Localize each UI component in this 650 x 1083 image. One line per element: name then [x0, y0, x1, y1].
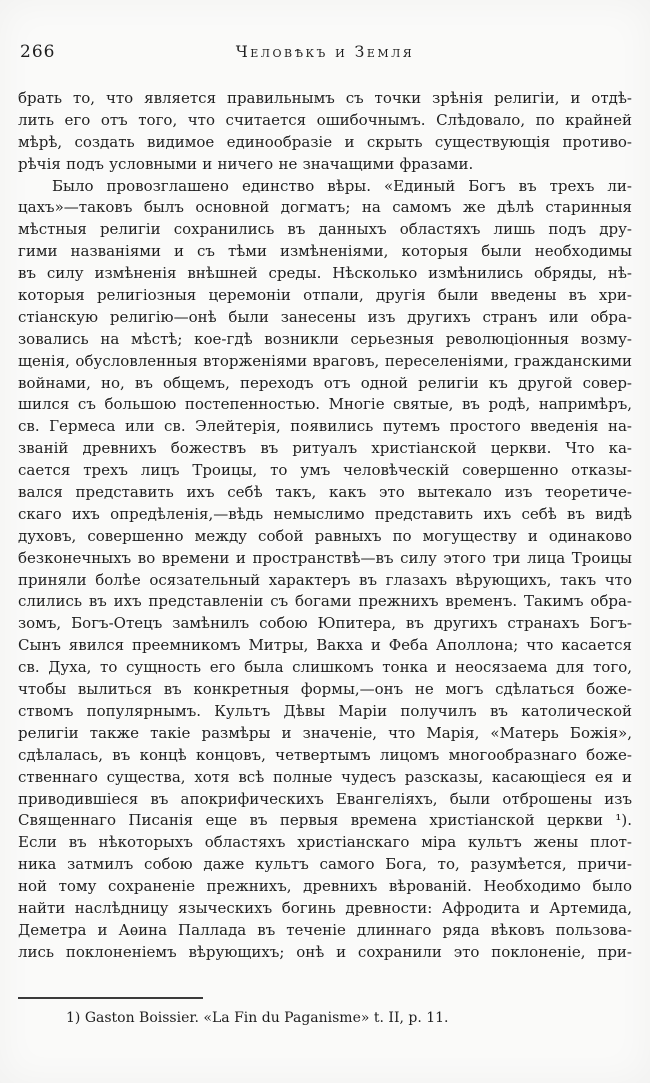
text-line: которыя религіозныя церемоніи отпали, другія были введены въ хри-	[18, 286, 632, 305]
text-line: званій древнихъ божествъ въ ритуалъ христіанской церкви. Что ка-	[18, 439, 632, 458]
text-line: войнами, но, въ общемъ, переходъ отъ одной религіи къ другой совер-	[18, 373, 632, 392]
text-line: сается трехъ лицъ Троицы, то умъ человѣческій совершенно отказы-	[18, 461, 632, 480]
text-line: вался представить ихъ себѣ такъ, какъ это вытекало изъ теоретиче-	[18, 483, 632, 502]
text-line: слились въ ихъ представленіи съ богами прежнихъ временъ. Такимъ обра-	[18, 592, 632, 611]
footnote-text: 1) Gaston Boissier. «La Fin du Paganisme» t. II, p. 11.	[66, 1010, 449, 1026]
text-line: Сынъ явился преемникомъ Митры, Вакха и Феба Аполлона; что касается	[18, 636, 632, 655]
text-line: приняли болѣе осязательный характеръ въ глазахъ вѣрующихъ, такъ что	[18, 570, 632, 589]
text-line: чтобы вылиться въ конкретныя формы,—онъ не могъ сдѣлаться боже-	[18, 680, 632, 699]
text-line: найти наслѣдницу языческихъ богинь древности: Афродита и Артемида,	[18, 898, 632, 917]
text-line: брать то, что является правильнымъ съ точки зрѣнія религіи, и отдѣ-	[18, 89, 632, 107]
text-line: ственнаго существа, хотя всѣ полные чудесъ разсказы, касающіеся ея и	[18, 767, 632, 786]
text-line: лись поклоненіемъ вѣрующихъ; онѣ и сохранили это поклоненіе, при-	[18, 942, 632, 961]
text-line: зовались на мѣстѣ; кое-гдѣ возникли серьезныя революціонныя возму-	[18, 329, 632, 348]
text-line: цахъ»—таковъ былъ основной догматъ; на самомъ же дѣлѣ старинныя	[18, 198, 632, 217]
text-line: Было провозглашено единство вѣры. «Единый Богъ въ трехъ ли-	[52, 176, 632, 195]
text-line: ствомъ популярнымъ. Культъ Дѣвы Маріи получилъ въ католической	[18, 701, 632, 720]
footnote-divider	[18, 997, 203, 999]
text-line: приводившіеся въ апокрифическихъ Евангеліяхъ, были отброшены изъ	[18, 789, 632, 808]
text-line: ника затмилъ собою даже культъ самого Бога, то, разумѣется, причи-	[18, 855, 632, 874]
text-line: Деметра и Аѳина Паллада въ теченіе длиннаго ряда вѣковъ пользова-	[18, 920, 632, 939]
text-line: щенія, обусловленныя вторженіями враговъ, переселеніями, гражданскими	[18, 351, 632, 370]
text-line: въ силу измѣненія внѣшней среды. Нѣсколько измѣнились обряды, нѣ-	[18, 264, 632, 283]
page-header	[0, 42, 650, 66]
text-line: ной тому сохраненіе прежнихъ, древнихъ вѣрованій. Необходимо было	[18, 877, 632, 896]
text-line: Если въ нѣкоторыхъ областяхъ христіанскаго міра культъ жены плот-	[18, 833, 632, 852]
text-line: религіи также такіе размѣры и значеніе, что Марія, «Матерь Божія»,	[18, 723, 632, 742]
text-line: скаго ихъ опредѣленія,—вѣдь немыслимо представить ихъ себѣ въ видѣ	[18, 504, 632, 523]
text-line: лить его отъ того, что считается ошибочнымъ. Слѣдовало, по крайней	[18, 110, 632, 129]
text-line: Священнаго Писанія еще въ первыя времена христіанской церкви ¹).	[18, 811, 632, 830]
text-line: св. Духа, то сущность его была слишкомъ тонка и неосязаема для того,	[18, 658, 632, 677]
text-line: мѣрѣ, создать видимое единообразіе и скрыть существующія противо-	[18, 132, 632, 151]
text-line: шился съ большою постепенностью. Многіе святые, въ родѣ, напримѣръ,	[18, 395, 632, 414]
running-header-title: Человѣкъ и Земля	[235, 43, 415, 61]
text-line: стіанскую религію—онѣ были занесены изъ другихъ странъ или обра-	[18, 307, 632, 326]
page-number: 266	[20, 42, 56, 62]
text-line: безконечныхъ во времени и пространствѣ—въ силу этого три лица Троицы	[18, 548, 632, 567]
text-line: рѣчія подъ условными и ничего не значащими фразами.	[18, 154, 474, 173]
text-line: гими названіями и съ тѣми измѣненіями, которыя были необходимы	[18, 242, 632, 261]
text-line: зомъ, Богъ-Отецъ замѣнилъ собою Юпитера, въ другихъ странахъ Богъ-	[18, 614, 632, 633]
text-line: св. Гермеса или св. Элейтерія, появились путемъ простого введенія на-	[18, 417, 632, 436]
text-line: духовъ, совершенно между собой равныхъ по могуществу и одинаково	[18, 526, 632, 545]
text-line: сдѣлалась, въ концѣ концовъ, четвертымъ лицомъ многообразнаго боже-	[18, 745, 632, 764]
text-line: мѣстныя религіи сохранились въ данныхъ областяхъ лишь подъ дру-	[18, 220, 632, 239]
body-text-lines	[18, 88, 632, 964]
